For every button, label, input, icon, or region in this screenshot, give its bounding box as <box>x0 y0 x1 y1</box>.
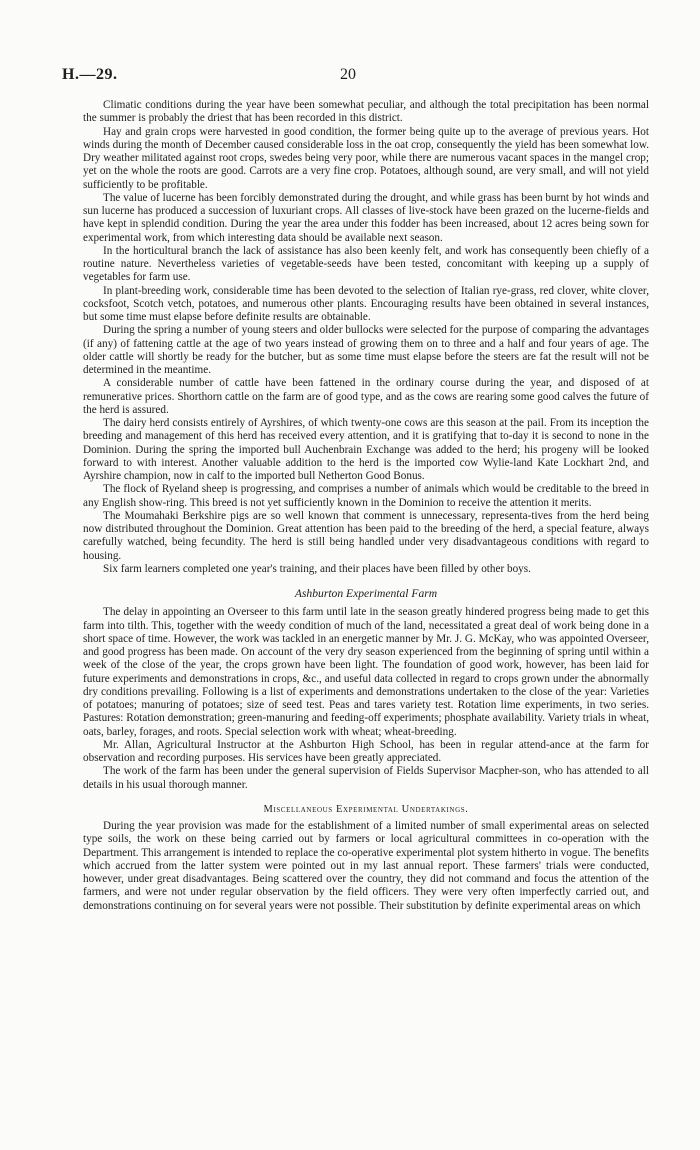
paragraph: In the horticultural branch the lack of assistance has also been keenly felt, and work has consequently been chiefly of a routine nature. Nevertheless varieties of vegetable-seeds have been tested, concomitant with keeping up a supply of vegetables for farm use. <box>83 244 649 284</box>
paragraph: The Moumahaki Berkshire pigs are so well known that comment is unnecessary, representa-tives from the herd being now distributed throughout the Dominion. Great attention has been paid to the breeding of the herd, a special feature, always carefully watched, being fecundity. The herd is still being handled under very disadvantageous conditions with regard to housing. <box>83 509 649 562</box>
section-heading-ashburton: Ashburton Experimental Farm <box>294 587 438 600</box>
page-header <box>62 66 660 88</box>
paragraph: During the year provision was made for the establishment of a limited number of small experimental areas on selected type soils, the work on these being carried out by farmers or local agricultural committees in co-operation with the Department. This arrangement is intended to replace the co-operative experimental plot system hitherto in vogue. The benefits which accrued from the latter system were pointed out in my last annual report. These farmers' trials were conducted, however, under great disadvantages. Being scattered over the country, they did not command and focus the attention of the farmers, and were not under regular observation by the field officers. They were very often imperfectly carried out, and demonstrations continuing on for several years were not possible. Their substitution by definite experimental areas on which <box>83 820 649 912</box>
page-number: 20 <box>340 66 356 83</box>
document-body <box>83 99 649 913</box>
paragraph: Climatic conditions during the year have been somewhat peculiar, and although the total precipitation has been normal the summer is probably the driest that has been recorded in this district. <box>83 99 649 125</box>
paragraph: The delay in appointing an Overseer to this farm until late in the season greatly hindered progress being made to get this farm into tilth. This, together with the weedy condition of much of the land, necessitated a great deal of work being done in a short space of time. However, the work was tackled in an energetic manner by Mr. J. G. McKay, who was appointed Overseer, and good progress has been made. On account of the very dry season experienced from the beginning of spring until within a week of the close of the year, the crops grown have been light. The foundation of good work, however, has been laid for future experiments and demonstrations in crops, &c., and useful data collected in regard to crops grown under the abnormally dry conditions prevailing. Following is a list of experiments and demonstrations undertaken to the close of the year: Varieties of potatoes; manuring of potatoes; size of seed test. Peas and tares variety test. Rotation lime experiments, in two series. Pastures: Rotation demonstration; green-manuring and feeding-off experiments; phosphate availability. Variety trials in wheat, oats, barley, forages, and roots. Special selection work with wheat; wheat-breeding. <box>83 606 649 738</box>
paragraph: During the spring a number of young steers and older bullocks were selected for the purpose of comparing the advantages (if any) of fattening cattle at the age of two years instead of growing them on to three and a half and four years of age. The older cattle will shortly be ready for the butcher, but as some time must elapse before the steers are fat the result will not be determined in the meantime. <box>83 324 649 376</box>
document-reference: H.—29. <box>62 66 118 83</box>
paragraph: Mr. Allan, Agricultural Instructor at the Ashburton High School, has been in regular attend-ance at the farm for observation and recording purposes. His services have been greatly appreciated. <box>83 738 649 764</box>
paragraph: The value of lucerne has been forcibly demonstrated during the drought, and while grass has been burnt by hot winds and sun lucerne has produced a succession of luxuriant crops. All classes of live-stock have been grazed on the lucerne-fields and have kept in splendid condition. During the year the area under this fodder has been increased, about 12 acres being sown for experimental work, from which interesting data should be available next season. <box>83 191 649 244</box>
paragraph: The work of the farm has been under the general supervision of Fields Supervisor Macpher-son, who has attended to all details in his usual thorough manner. <box>83 765 649 791</box>
paragraph: A considerable number of cattle have been fattened in the ordinary course during the year, and disposed of at remunerative prices. Shorthorn cattle on the farm are of good type, and as the cows are rearing some good calves the future of the herd is assured. <box>83 377 649 416</box>
paragraph: The flock of Ryeland sheep is progressing, and comprises a number of animals which would be creditable to the breed in any English show-ring. This breed is not yet sufficiently known in the Dominion to receive the attention it merits. <box>83 483 649 509</box>
paragraph: Six farm learners completed one year's training, and their places have been filled by other boys. <box>103 562 531 575</box>
paragraph: The dairy herd consists entirely of Ayrshires, of which twenty-one cows are this season at the pail. From its inception the breeding and management of this herd has received every attention, and it is gratifying that to-day it is second to none in the Dominion. During the spring the imported bull Auchenbrain Exchange was added to the herd; his progeny will be looked forward to with interest. Another valuable addition to the herd is the imported cow Wylie-land Kate Lockhart 2nd, and Ayrshire champion, now in calf to the imported bull Netherton Good Bonus. <box>83 417 649 482</box>
section-heading-miscellaneous: Miscellaneous Experimental Undertakings. <box>263 803 469 815</box>
paragraph: Hay and grain crops were harvested in good condition, the former being quite up to the average of previous years. Hot winds during the month of December caused considerable loss in the oat crop, consequently the yield has been somewhat low. Dry weather militated against root crops, swedes being very poor, while there are numerous vacant spaces in the mangel crop; yet on the whole the roots are good. Carrots are a very fine crop. Potatoes, although sound, are very small, and will not yield sufficiently to be profitable. <box>83 125 649 191</box>
paragraph: In plant-breeding work, considerable time has been devoted to the selection of Italian rye-grass, red clover, white clover, cocksfoot, Scotch vetch, potatoes, and numerous other plants. Encouraging results have been obtained in several instances, but some time must elapse before definite results are obtainable. <box>83 284 649 323</box>
